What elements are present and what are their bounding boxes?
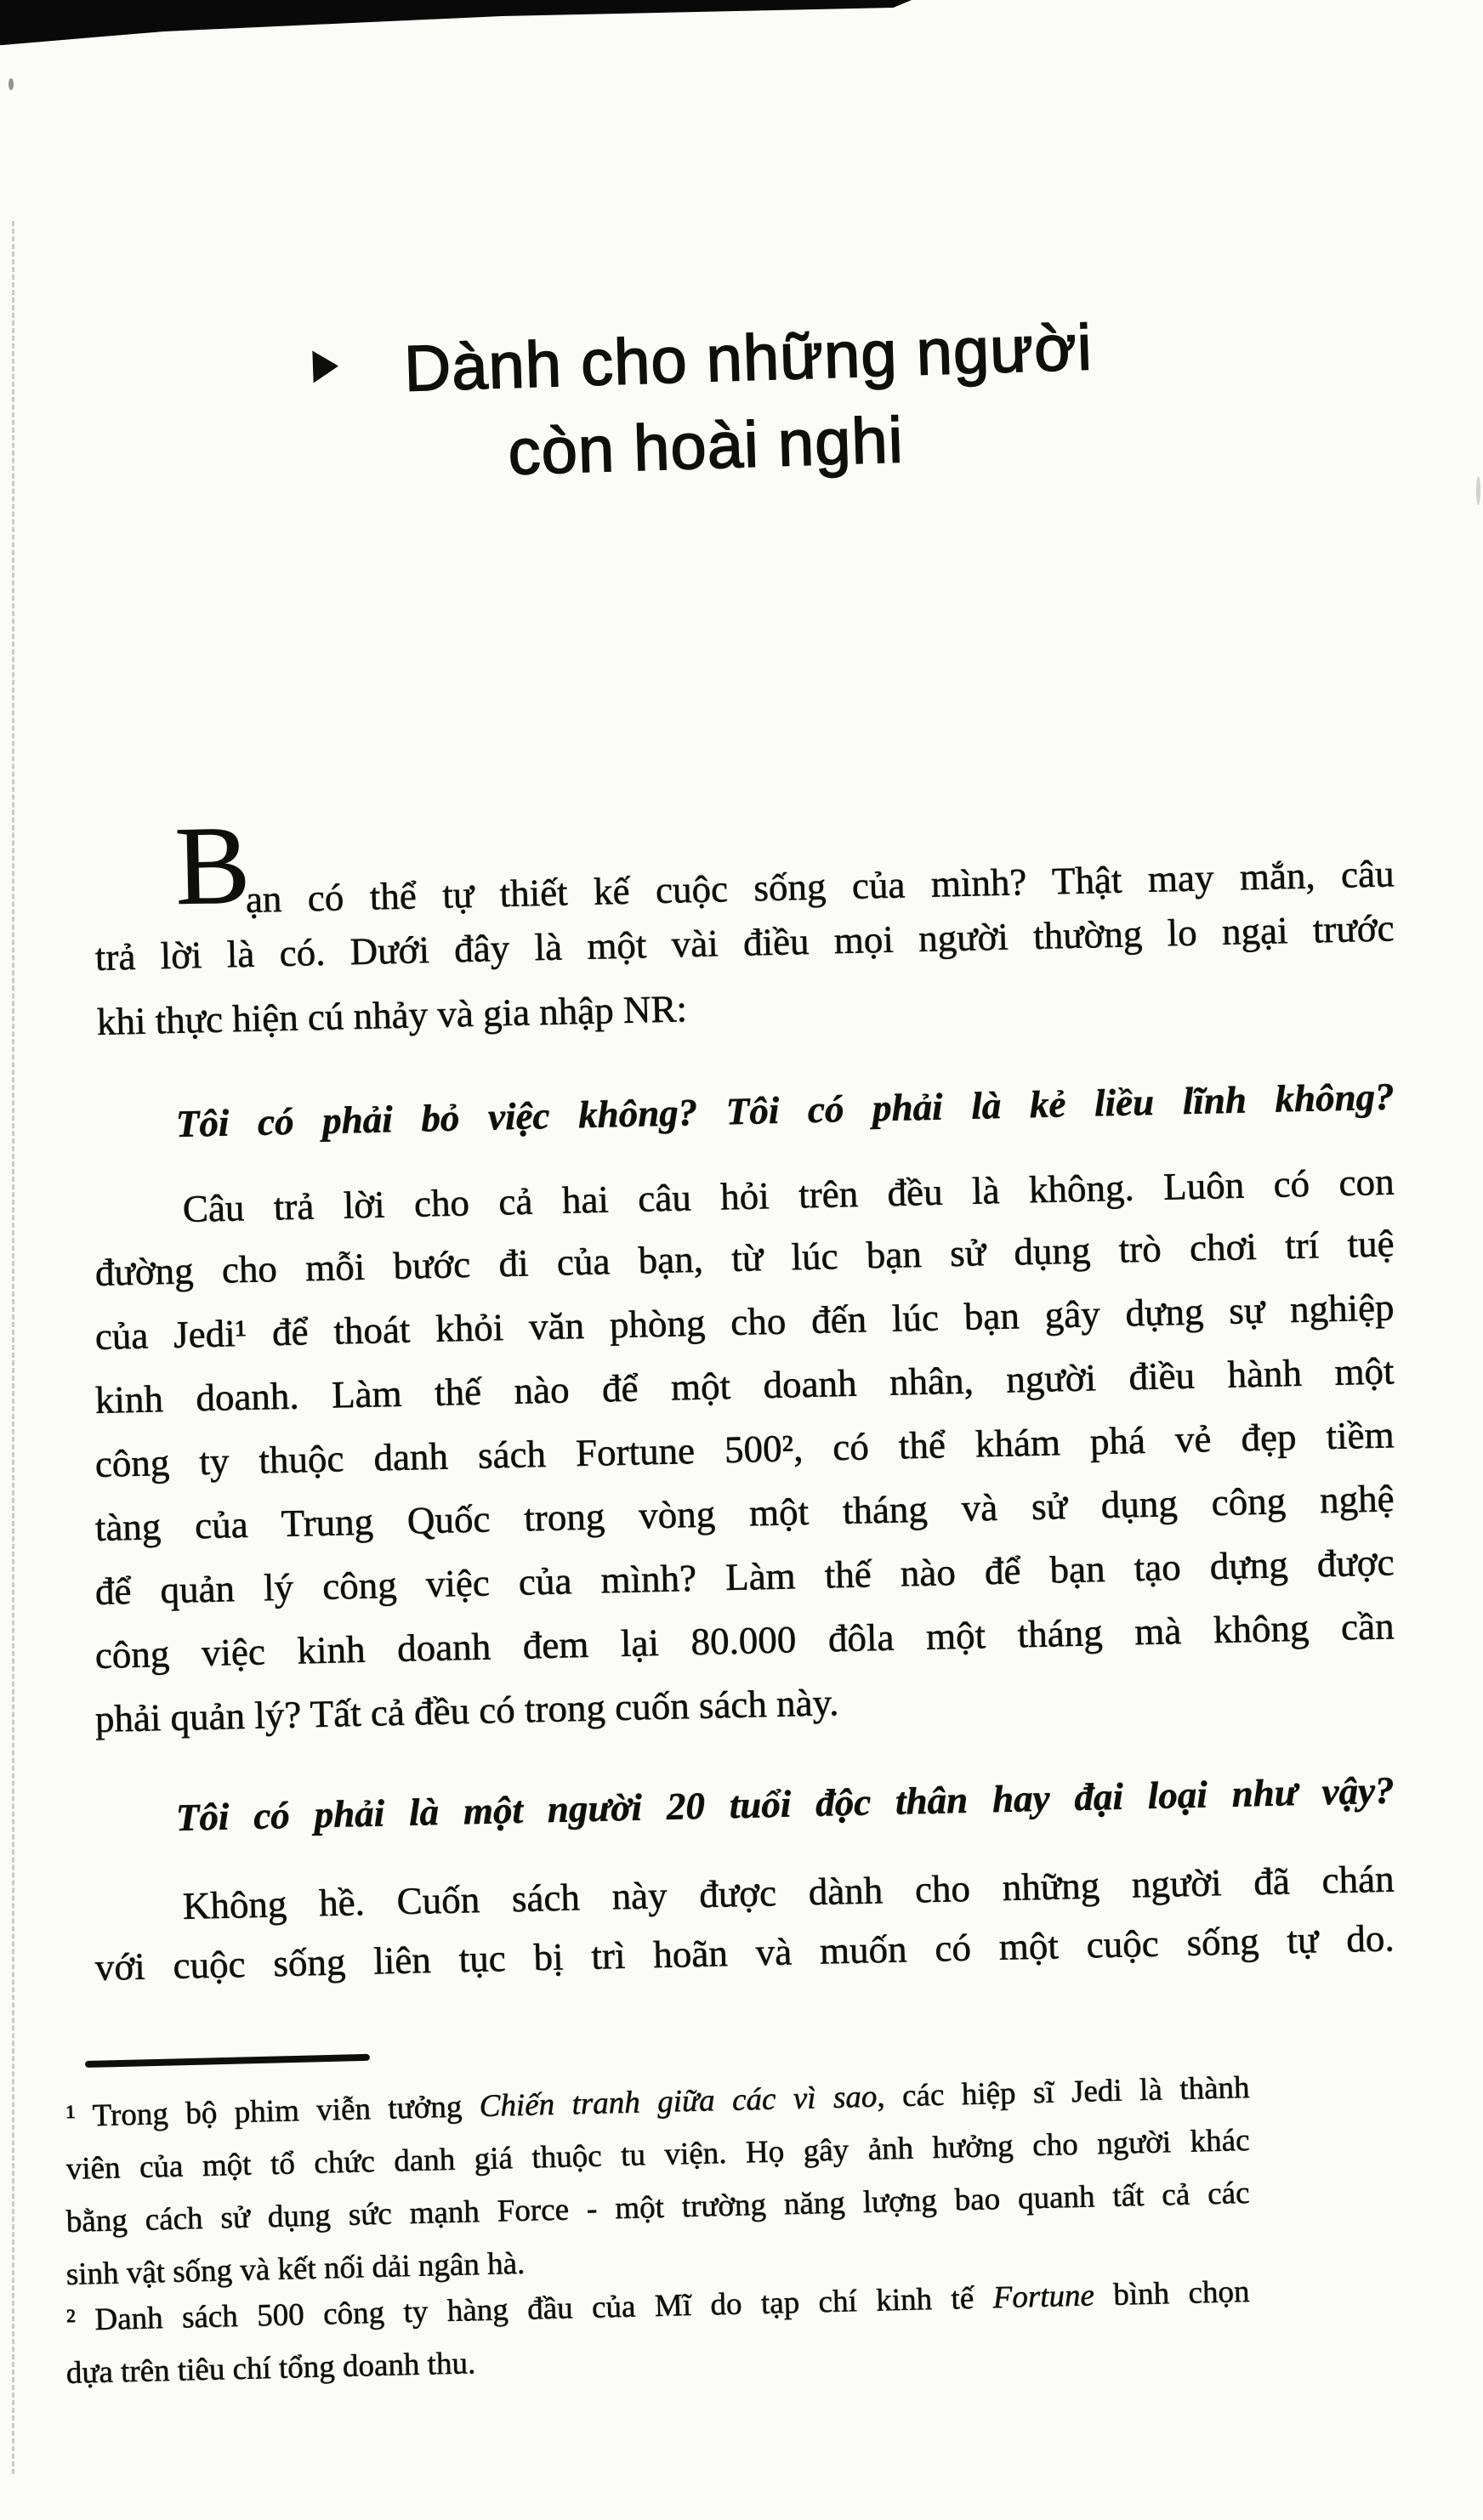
- footnote-text: , các hiệp sĩ Jedi là thành: [876, 2069, 1250, 2114]
- drop-cap: B: [173, 802, 252, 928]
- body-line: tàng của Trung Quốc trong vòng một tháng và sử dụng công nghệ: [94, 1477, 1395, 1549]
- footnote-text: ¹ Trong bộ phim viễn tưởng: [65, 2089, 480, 2134]
- page-edge-line: [12, 221, 14, 2474]
- body-line: Không hề. Cuốn sách này được dành cho những người đã chán: [182, 1857, 1395, 1927]
- question-line: Tôi có phải là một người 20 tuổi độc thân hay đại loại như vậy?: [175, 1768, 1395, 1839]
- chapter-title-line2: còn hoài nghi: [507, 404, 905, 489]
- footnote-line: dựa trên tiêu chí tổng doanh thu.: [65, 2346, 476, 2391]
- body-line: Câu trả lời cho cả hai câu hỏi trên đều là không. Luôn có con: [182, 1160, 1395, 1230]
- footnote-text: ² Danh sách 500 công ty hàng đầu của Mĩ do tạp chí kinh tế: [65, 2280, 994, 2338]
- body-line: công việc kinh doanh đem lại 80.000 đôla một tháng mà không cần: [94, 1604, 1395, 1677]
- scan-edge-artifact: [0, 0, 912, 48]
- body-line: khi thực hiện cú nhảy và gia nhập NR:: [96, 987, 688, 1043]
- body-line: trả lời là có. Dưới đây là một vài điều mọi người thường lo ngại trước: [94, 906, 1395, 979]
- footnote-italic-title: Fortune: [992, 2278, 1095, 2316]
- scan-speck: [1476, 476, 1480, 505]
- chapter-title-line1: Dành cho những người: [403, 311, 1094, 406]
- footnote-line: viên của một tổ chức danh giá thuộc tu viện. Họ gây ảnh hưởng cho người khác: [65, 2122, 1250, 2187]
- triangle-bullet-icon: [312, 349, 338, 383]
- footnote-line: [65, 2069, 1250, 2136]
- footnote-line: bằng cách sử dụng sức mạnh Force - một trường năng lượng bao quanh tất cả các: [65, 2175, 1250, 2239]
- scan-speck: [9, 78, 14, 90]
- body-line: ạn có thể tự thiết kế cuộc sống của mình? Thật may mắn, câu: [245, 852, 1395, 921]
- footnote-divider: [85, 2054, 370, 2068]
- body-line: đường cho mỗi bước đi của bạn, từ lúc bạn sử dụng trò chơi trí tuệ: [94, 1222, 1395, 1294]
- body-line: kinh doanh. Làm thế nào để một doanh nhân, người điều hành một: [94, 1349, 1395, 1422]
- question-line: Tôi có phải bỏ việc không? Tôi có phải là kẻ liều lĩnh không?: [175, 1075, 1395, 1145]
- footnote-text: bình chọn: [1094, 2273, 1250, 2313]
- body-line: phải quản lý? Tất cả đều có trong cuốn sách này.: [94, 1681, 839, 1740]
- body-line: với cuộc sống liên tục bị trì hoãn và muốn có một cuộc sống tự do.: [94, 1916, 1395, 1989]
- body-line: của Jedi¹ để thoát khỏi văn phòng cho đến lúc bạn gây dựng sự nghiệp: [94, 1286, 1395, 1358]
- body-line: để quản lý công việc của mình? Làm thế nào để bạn tạo dựng được: [94, 1541, 1395, 1613]
- body-line: công ty thuộc danh sách Fortune 500², có thể khám phá vẻ đẹp tiềm: [94, 1413, 1395, 1485]
- footnote-line: sinh vật sống và kết nối dải ngân hà.: [65, 2245, 526, 2292]
- footnote-italic-title: Chiến tranh giữa các vì sao: [479, 2079, 878, 2125]
